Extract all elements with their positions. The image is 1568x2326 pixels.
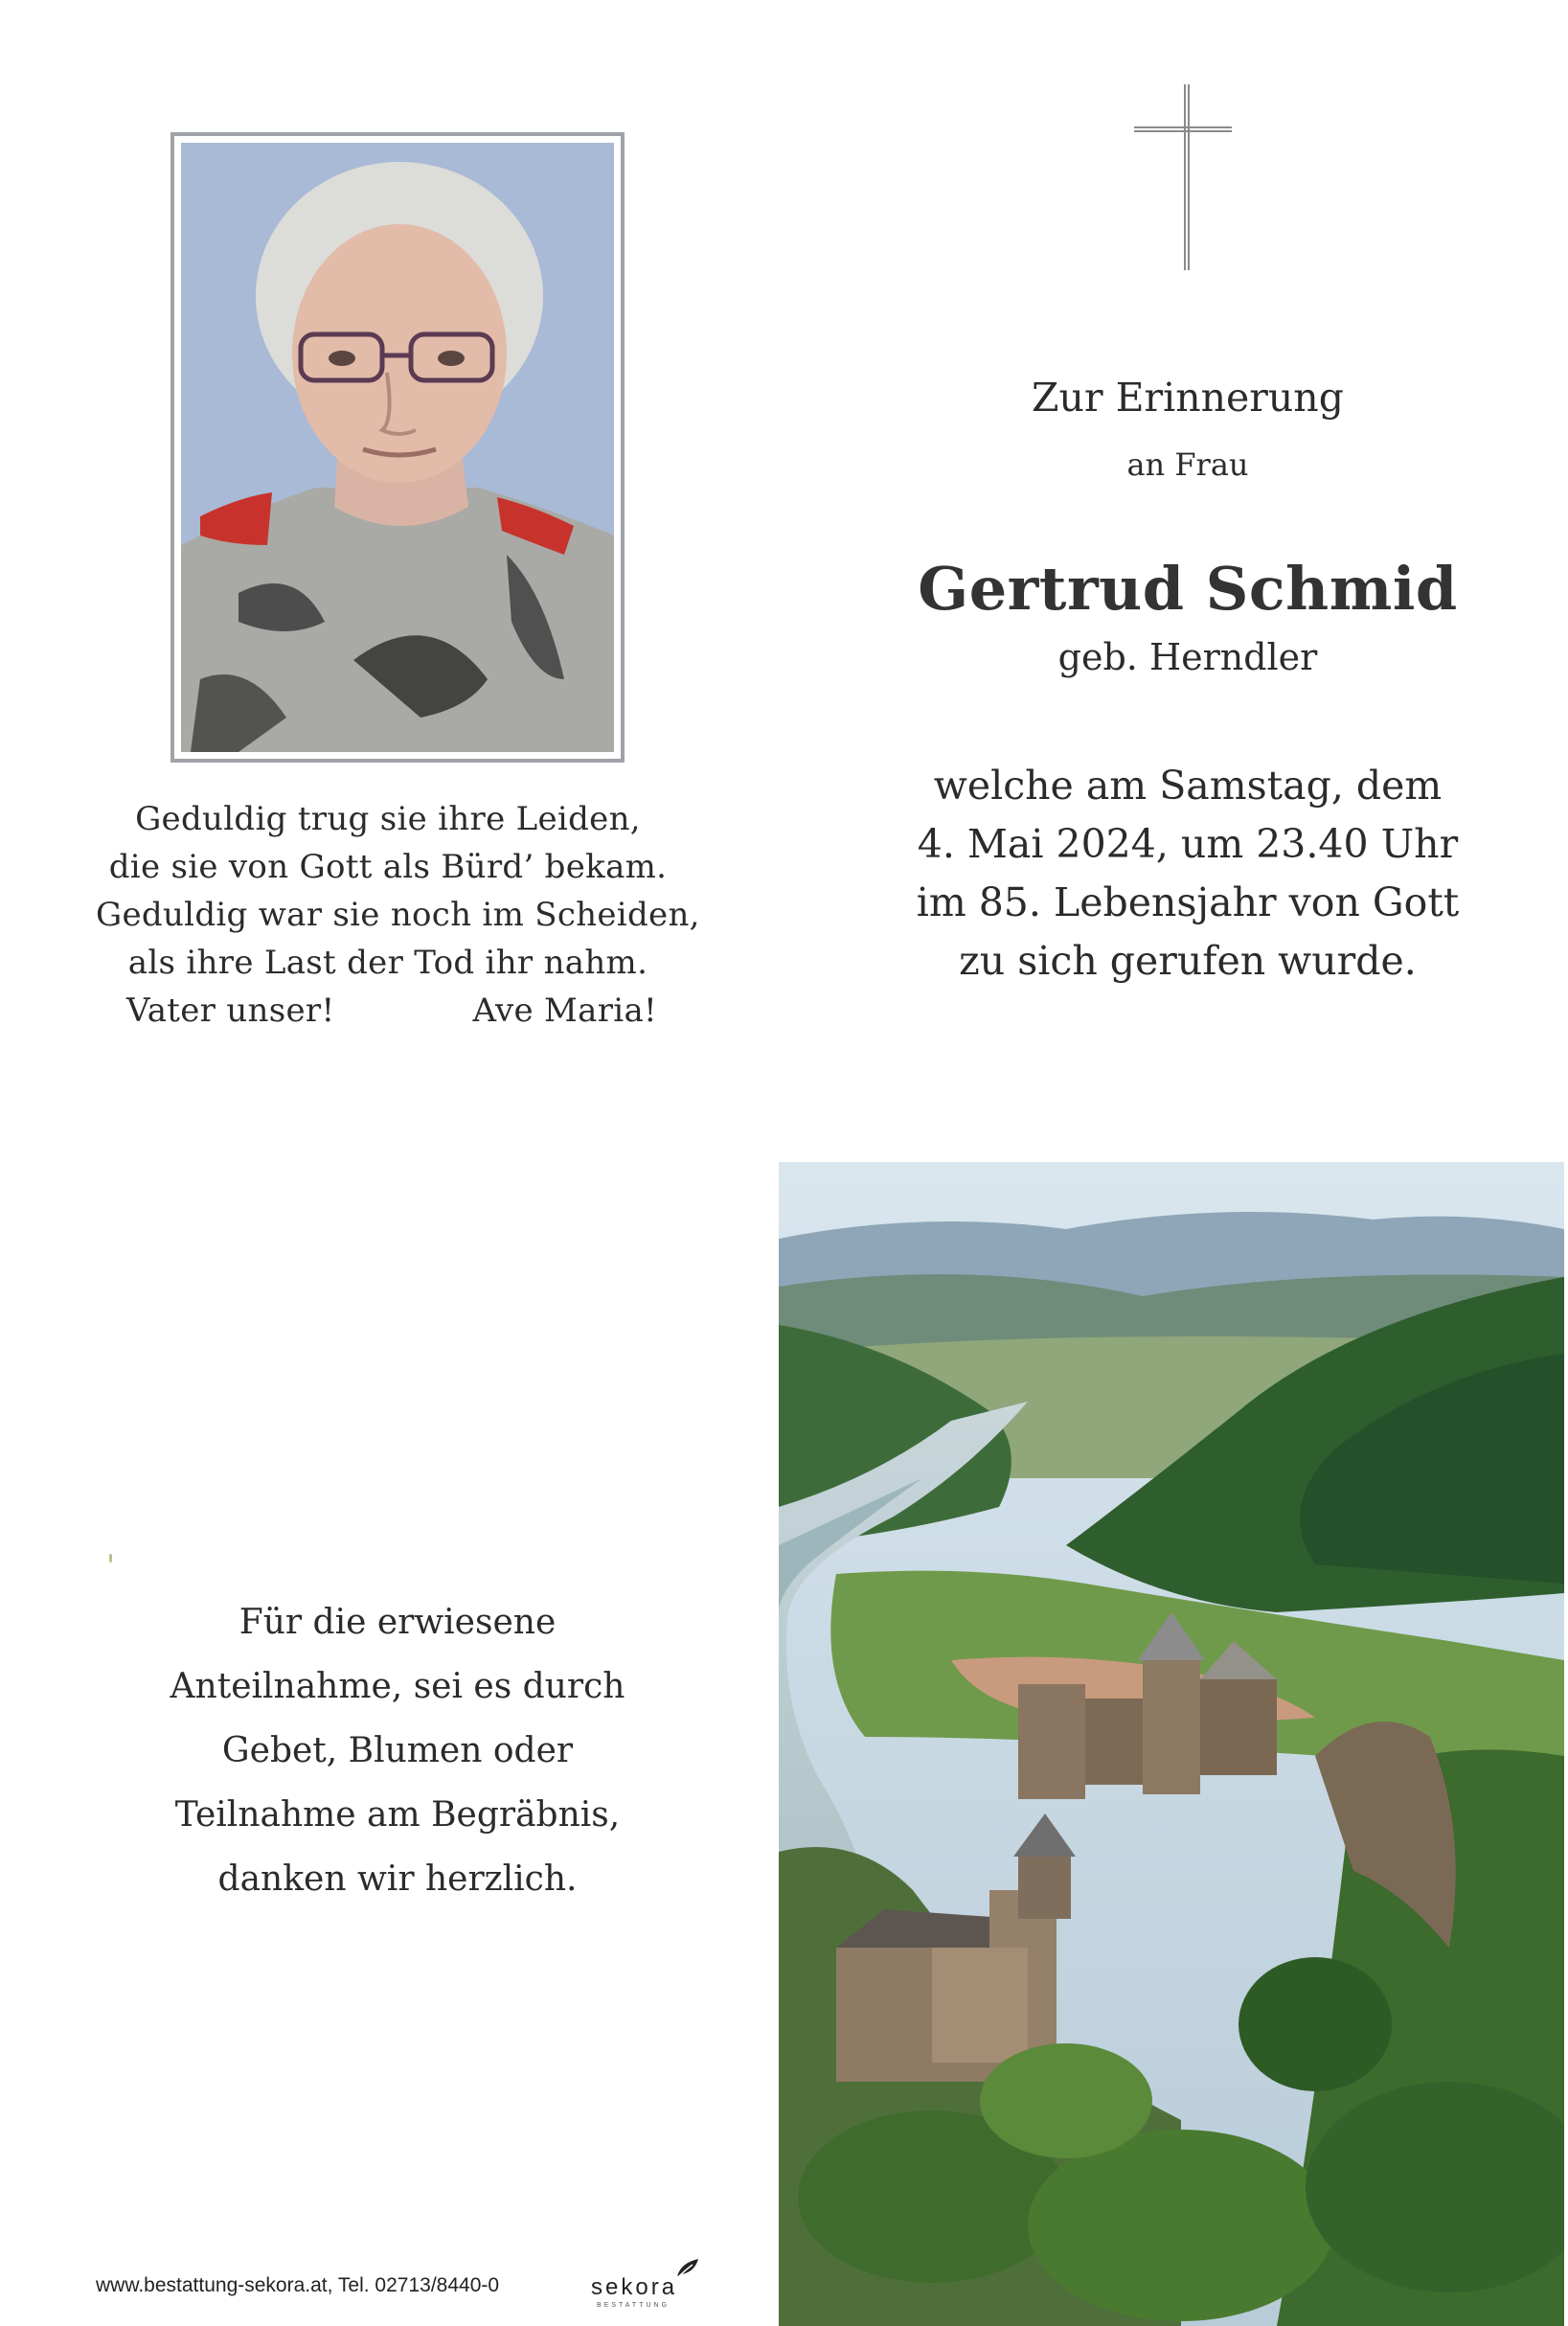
latin-cross-icon: [1130, 82, 1236, 274]
poem-line: Geduldig war sie noch im Scheiden,: [96, 896, 700, 934]
death-line: 4. Mai 2024, um 23.40 Uhr: [917, 821, 1459, 867]
thanks-note: [86, 1590, 709, 1911]
scan-speck: [109, 1554, 112, 1562]
portrait-photo: [181, 143, 614, 752]
memorial-salutation: an Frau: [1126, 446, 1249, 483]
prayers-line: [96, 987, 680, 1035]
deceased-name: Gertrud Schmid: [918, 554, 1458, 624]
logo-text: sekora: [591, 2274, 678, 2300]
thanks-line: Anteilnahme, sei es durch: [170, 1667, 625, 1706]
poem-line: die sie von Gott als Bürd’ bekam.: [108, 848, 668, 886]
death-line: zu sich gerufen wurde.: [959, 938, 1417, 984]
thanks-line: danken wir herzlich.: [217, 1859, 578, 1899]
poem-line: Geduldig trug sie ihre Leiden,: [135, 800, 641, 838]
memorial-heading: Zur Erinnerung: [1032, 375, 1344, 421]
prayer-right: Ave Maria!: [472, 992, 657, 1030]
maiden-name: geb. Herndler: [1057, 636, 1318, 678]
leaf-icon: [675, 2257, 700, 2280]
death-line: welche am Samstag, dem: [933, 763, 1443, 809]
thanks-line: Für die erwiesene: [239, 1603, 557, 1642]
footer-contact: www.bestattung-sekora.at, Tel. 02713/8440-0: [96, 2274, 500, 2296]
river-castle-landscape: [779, 1162, 1564, 2326]
death-line: im 85. Lebensjahr von Gott: [916, 879, 1460, 925]
logo-subtext: BESTATTUNG: [597, 2302, 670, 2309]
poem: [96, 795, 700, 1035]
thanks-line: Gebet, Blumen oder: [221, 1731, 574, 1770]
prayer-left: Vater unser!: [126, 992, 335, 1030]
poem-line: als ihre Last der Tod ihr nahm.: [127, 944, 648, 982]
death-notice: [843, 757, 1533, 991]
thanks-line: Teilnahme am Begräbnis,: [174, 1795, 621, 1835]
portrait-frame: [170, 132, 625, 763]
landscape-photo: [779, 1162, 1564, 2326]
